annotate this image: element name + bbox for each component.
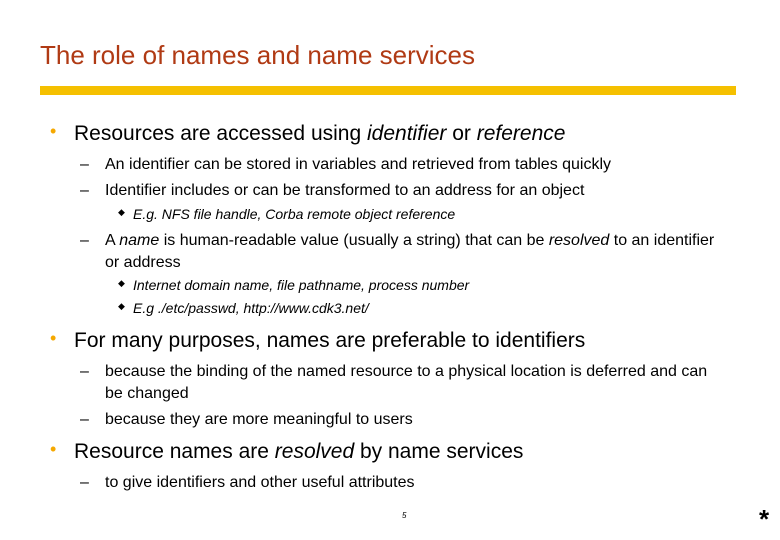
- sub-bullet-text: because they are more meaningful to users: [105, 411, 413, 428]
- bullet-icon: •: [50, 121, 57, 141]
- sub-bullet-identifier-stored: [80, 154, 720, 176]
- diamond-icon: ◆: [118, 207, 125, 217]
- item-text: Internet domain name, file pathname, process number: [133, 277, 470, 293]
- sub-bullet-name-definition: [80, 230, 720, 273]
- sub-bullet-binding-deferred: [80, 361, 720, 404]
- sub-bullet-more-meaningful: [80, 409, 720, 431]
- asterisk-icon: *: [759, 504, 770, 534]
- diamond-icon: ◆: [118, 278, 125, 288]
- page-number: 5: [402, 511, 407, 520]
- dash-icon: –: [80, 156, 89, 173]
- bullet-text: Resources are accessed using identifier or reference: [74, 122, 566, 145]
- sub-bullet-text: Identifier includes or can be transformed to an address for an object: [105, 182, 585, 199]
- sub-bullet-identifier-address: [80, 180, 720, 202]
- bullet-text: For many purposes, names are preferable to identifiers: [74, 329, 586, 352]
- item-text: E.g ./etc/passwd, http://www.cdk3.net/: [133, 300, 369, 316]
- sub-bullet-text: An identifier can be stored in variables and retrieved from tables quickly: [105, 156, 612, 173]
- diamond-icon: ◆: [118, 301, 125, 311]
- bullet-icon: •: [50, 328, 57, 348]
- sub-bullet-text: to give identifiers and other useful attributes: [105, 474, 415, 491]
- item-text: E.g. NFS file handle, Corba remote object reference: [133, 206, 456, 222]
- sub-bullet-give-identifiers: [80, 472, 720, 494]
- dash-icon: –: [80, 182, 89, 199]
- title-underline-bar: [40, 86, 736, 95]
- dash-icon: –: [80, 232, 89, 249]
- dash-icon: –: [80, 474, 89, 491]
- bullet-icon: •: [50, 439, 57, 459]
- slide-title: The role of names and name services: [40, 40, 475, 70]
- sub-bullet-text: A name is human-readable value (usually a string) that can be resolved to an identifier or address: [105, 232, 715, 271]
- dash-icon: –: [80, 411, 89, 428]
- dash-icon: –: [80, 363, 89, 380]
- bullet-text: Resource names are resolved by name services: [74, 440, 524, 463]
- sub-bullet-text: because the binding of the named resource to a physical location is deferred and can be changed: [105, 363, 708, 402]
